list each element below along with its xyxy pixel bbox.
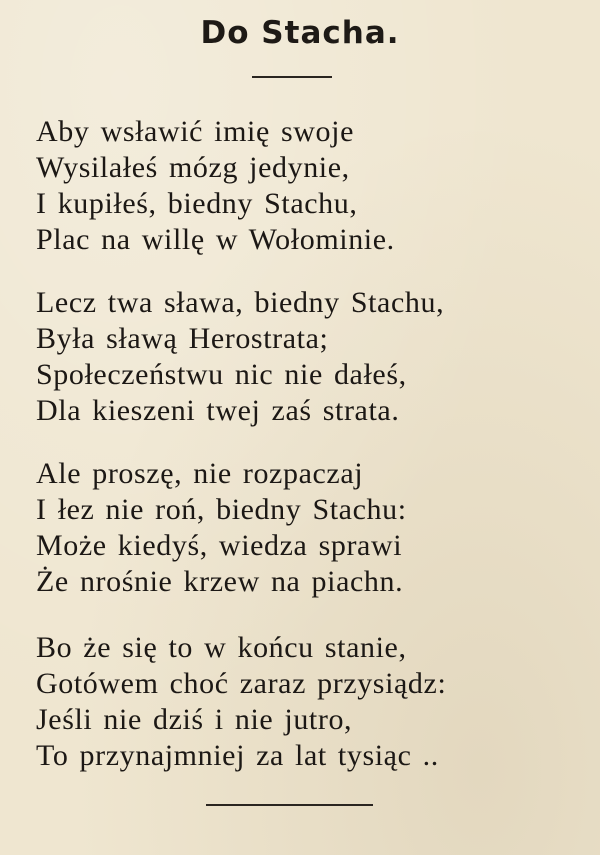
poem-line: Wysilałeś mózg jedynie,	[36, 151, 350, 184]
poem-line: Społeczeństwu nic nie dałeś,	[36, 358, 407, 391]
poem-line: Bo że się to w końcu stanie,	[36, 631, 407, 664]
poem-line: Była sławą Herostrata;	[36, 322, 329, 355]
poem-title: Do Stacha.	[200, 15, 400, 51]
stanza-3	[36, 456, 576, 600]
poem-line: Jeśli nie dziś i nie jutro,	[36, 703, 353, 736]
poem-line: Ale proszę, nie rozpaczaj	[36, 457, 364, 490]
poem-line: Może kiedyś, wiedza sprawi	[36, 529, 403, 562]
end-divider	[206, 804, 373, 806]
poem-line: Lecz twa sława, biedny Stachu,	[36, 286, 445, 319]
poem-line: Plac na willę w Wołominie.	[36, 223, 395, 256]
poem-line: Że nrośnie krzew na piachn.	[36, 565, 404, 598]
stanza-1	[36, 114, 576, 258]
stanza-2	[36, 285, 576, 429]
poem-line: Gotówem choć zaraz przysiądz:	[36, 667, 447, 700]
poem-line: I kupiłeś, biedny Stachu,	[36, 187, 358, 220]
poem-line: Aby wsławić imię swoje	[36, 115, 354, 148]
poem-line: I łez nie roń, biedny Stachu:	[36, 493, 407, 526]
title-divider	[252, 76, 332, 78]
poem-line: Dla kieszeni twej zaś strata.	[36, 394, 400, 427]
stanza-4	[36, 630, 576, 774]
poem-line: To przynajmniej za lat tysiąc ..	[36, 739, 439, 772]
